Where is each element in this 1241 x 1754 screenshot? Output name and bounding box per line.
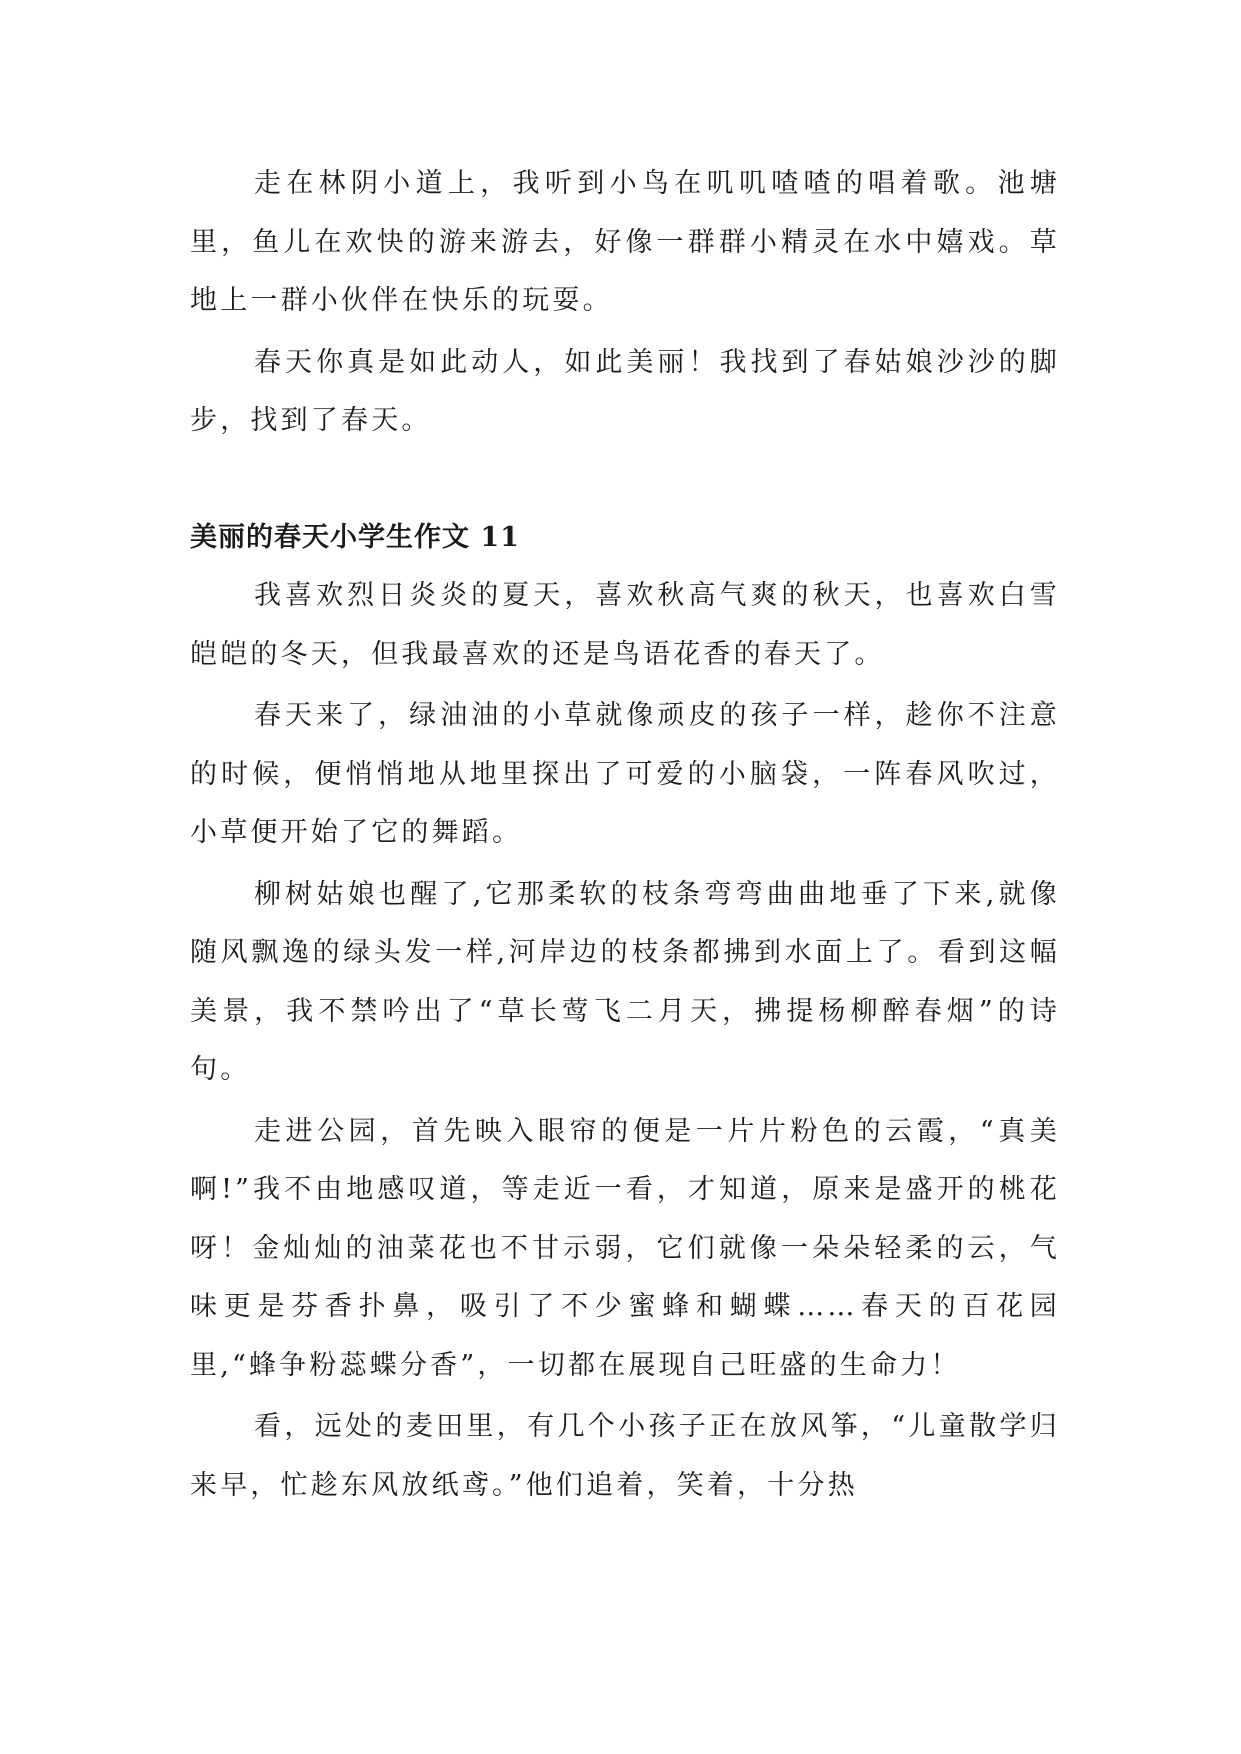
paragraph: 看，远处的麦田里，有几个小孩子正在放风筝，“儿童散学归来早，忙趁东风放纸鸢。”他们追着，笑着，十分热 — [190, 1411, 1060, 1501]
document-page — [190, 155, 1060, 1518]
paragraph: 春天来了，绿油油的小草就像顽皮的孩子一样，趁你不注意的时候，便悄悄地从地里探出了可爱的小脑袋，一阵春风吹过，小草便开始了它的舞蹈。 — [190, 700, 1060, 848]
section-spacer — [190, 454, 1060, 509]
paragraph: 走在林阴小道上，我听到小鸟在叽叽喳喳的唱着歌。池塘里，鱼儿在欢快的游来游去，好像一群群小精灵在水中嬉戏。草地上一群小伙伴在快乐的玩耍。 — [190, 168, 1060, 316]
paragraph: 柳树姑娘也醒了,它那柔软的枝条弯弯曲曲地垂了下来,就像随风飘逸的绿头发一样,河岸边的枝条都拂到水面上了。看到这幅美景，我不禁吟出了“草长莺飞二月天，拂提杨柳醉春烟”的诗句。 — [190, 878, 1060, 1085]
paragraph: 春天你真是如此动人，如此美丽！我找到了春姑娘沙沙的脚步，找到了春天。 — [190, 346, 1060, 436]
paragraph: 我喜欢烈日炎炎的夏天，喜欢秋高气爽的秋天，也喜欢白雪皑皑的冬天，但我最喜欢的还是鸟语花香的春天了。 — [190, 580, 1060, 670]
section-title: 美丽的春天小学生作文 11 — [190, 521, 520, 553]
paragraph: 走进公园，首先映入眼帘的便是一片片粉色的云霞，“真美啊!”我不由地感叹道，等走近一看，才知道，原来是盛开的桃花呀！金灿灿的油菜花也不甘示弱，它们就像一朵朵轻柔的云，气味更是芬香扑鼻，吸引了不少蜜蜂和蝴蝶……春天的百花园里,“蜂争粉蕊蝶分香”，一切都在展现自己旺盛的生命力！ — [190, 1115, 1060, 1381]
